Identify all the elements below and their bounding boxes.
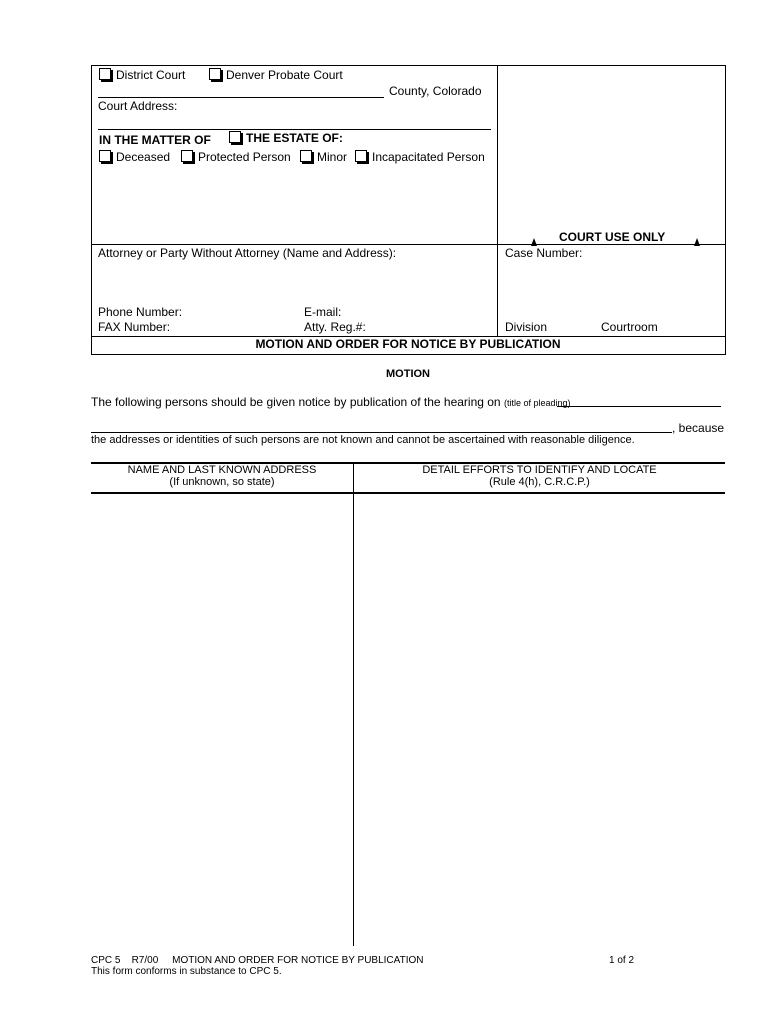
county-colorado-label: County, Colorado bbox=[389, 84, 482, 98]
minor-checkbox[interactable] bbox=[300, 150, 312, 162]
table-col2-header: DETAIL EFFORTS TO IDENTIFY AND LOCATE (Rule 4(h), C.R.C.P.) bbox=[422, 464, 657, 488]
denver-probate-court-option[interactable]: Denver Probate Court bbox=[209, 68, 343, 82]
because-text: , because bbox=[672, 421, 725, 435]
fax-number-label: FAX Number: bbox=[98, 320, 171, 334]
footer-code: CPC 5 R7/00 MOTION AND ORDER FOR NOTICE BY PUBLICATION bbox=[91, 955, 424, 966]
in-the-matter-of-label: IN THE MATTER OF bbox=[99, 133, 211, 147]
division-label: Division bbox=[505, 320, 548, 334]
caption-divider bbox=[497, 65, 498, 336]
incapacitated-person-option[interactable]: Incapacitated Person bbox=[355, 150, 485, 164]
protected-person-option[interactable]: Protected Person bbox=[181, 150, 291, 164]
caption-box bbox=[91, 65, 726, 355]
deceased-checkbox[interactable] bbox=[99, 150, 111, 162]
attorney-label: Attorney or Party Without Attorney (Name and Address): bbox=[98, 246, 397, 260]
incapacitated-person-checkbox[interactable] bbox=[355, 150, 367, 162]
county-line[interactable] bbox=[98, 97, 384, 98]
court-address-line[interactable] bbox=[98, 129, 491, 130]
title-of-pleading-line[interactable] bbox=[557, 406, 721, 407]
atty-reg-label: Atty. Reg.#: bbox=[304, 320, 366, 334]
district-court-option[interactable]: District Court bbox=[99, 68, 185, 82]
protected-person-checkbox[interactable] bbox=[181, 150, 193, 162]
table-col2-body[interactable] bbox=[354, 494, 725, 944]
table-col1-header: NAME AND LAST KNOWN ADDRESS (If unknown, so state) bbox=[127, 464, 317, 488]
email-label: E-mail: bbox=[304, 305, 342, 319]
pleading-continuation-line[interactable] bbox=[91, 432, 672, 433]
title-of-pleading-hint: (title of pleading) bbox=[503, 398, 571, 408]
phone-number-label: Phone Number: bbox=[98, 305, 183, 319]
district-court-checkbox[interactable] bbox=[99, 68, 111, 80]
courtroom-label: Courtroom bbox=[601, 320, 658, 334]
deceased-option[interactable]: Deceased bbox=[99, 150, 170, 164]
estate-of-option[interactable]: THE ESTATE OF: bbox=[229, 131, 343, 145]
footer-conforms: This form conforms in substance to CPC 5. bbox=[91, 966, 282, 977]
court-address-label: Court Address: bbox=[98, 99, 178, 113]
minor-option[interactable]: Minor bbox=[300, 150, 347, 164]
footer-page-number: 1 of 2 bbox=[609, 955, 635, 966]
estate-of-checkbox[interactable] bbox=[229, 131, 241, 143]
table-col1-body[interactable] bbox=[91, 494, 353, 944]
form-title: MOTION AND ORDER FOR NOTICE BY PUBLICATION bbox=[255, 337, 561, 351]
motion-line-2: the addresses or identities of such persons are not known and cannot be ascertained with reasonable diligence. bbox=[91, 434, 635, 446]
denver-probate-court-checkbox[interactable] bbox=[209, 68, 221, 80]
court-use-only-label: COURT USE ONLY bbox=[559, 230, 666, 244]
court-section-bottom bbox=[91, 244, 725, 245]
court-use-arrow-right-icon bbox=[694, 232, 700, 250]
motion-heading: MOTION bbox=[386, 368, 430, 380]
motion-line-1: The following persons should be given notice by publication of the hearing on (title of pleading) bbox=[91, 395, 571, 409]
case-number-label: Case Number: bbox=[505, 246, 583, 260]
